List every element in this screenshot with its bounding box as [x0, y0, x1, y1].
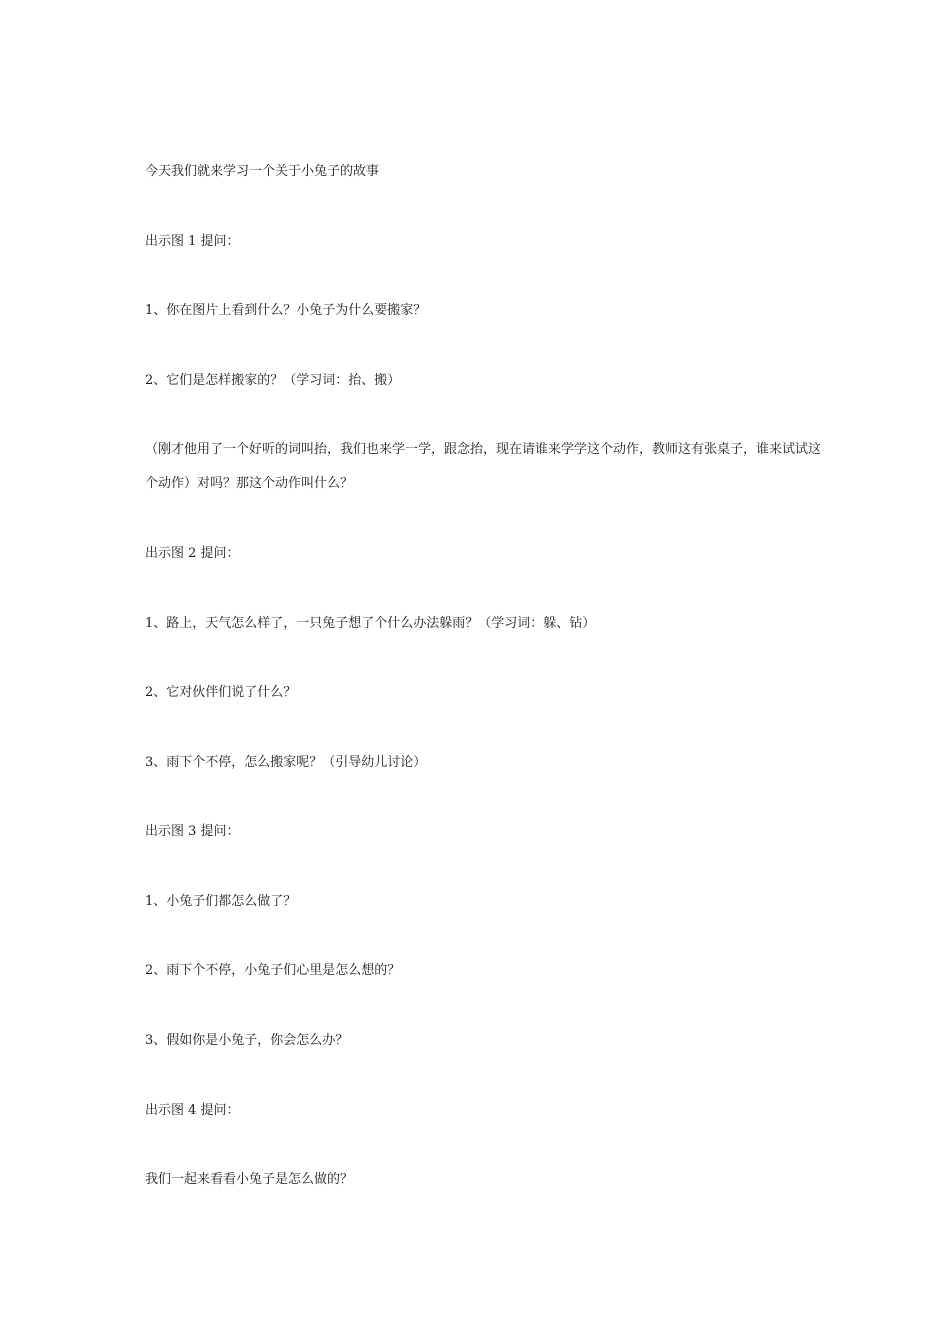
section1-question1: 1、你在图片上看到什么？小兔子为什么要搬家？ [145, 303, 427, 318]
section4-line1: 我们一起来看看小兔子是怎么做的？ [145, 1172, 354, 1187]
section1-heading: 出示图 1 提问： [145, 234, 240, 249]
section1-note: （刚才他用了一个好听的词叫抬，我们也来学一学，跟念抬，现在请谁来学学这个动作，教师这有张桌子，谁来试试这个动作）对吗？那这个动作叫什么？ [145, 442, 822, 491]
section1-question2: 2、它们是怎样搬家的？（学习词：抬、搬） [145, 373, 401, 388]
section2-question3: 3、雨下个不停，怎么搬家呢？（引导幼儿讨论） [145, 755, 427, 770]
section3-question1: 1、小兔子们都怎么做了？ [145, 894, 297, 909]
intro-paragraph: 今天我们就来学习一个关于小兔子的故事 [145, 164, 380, 179]
section2-question2: 2、它对伙伴们说了什么？ [145, 685, 297, 700]
section4-heading: 出示图 4 提问： [145, 1103, 240, 1118]
section2-heading: 出示图 2 提问： [145, 546, 240, 561]
section3-question2: 2、雨下个不停，小兔子们心里是怎么想的？ [145, 963, 401, 978]
section3-question3: 3、假如你是小兔子，你会怎么办？ [145, 1033, 349, 1048]
section3-heading: 出示图 3 提问： [145, 824, 240, 839]
section2-question1: 1、路上，天气怎么样了，一只兔子想了个什么办法躲雨？（学习词：躲、钻） [145, 616, 596, 631]
